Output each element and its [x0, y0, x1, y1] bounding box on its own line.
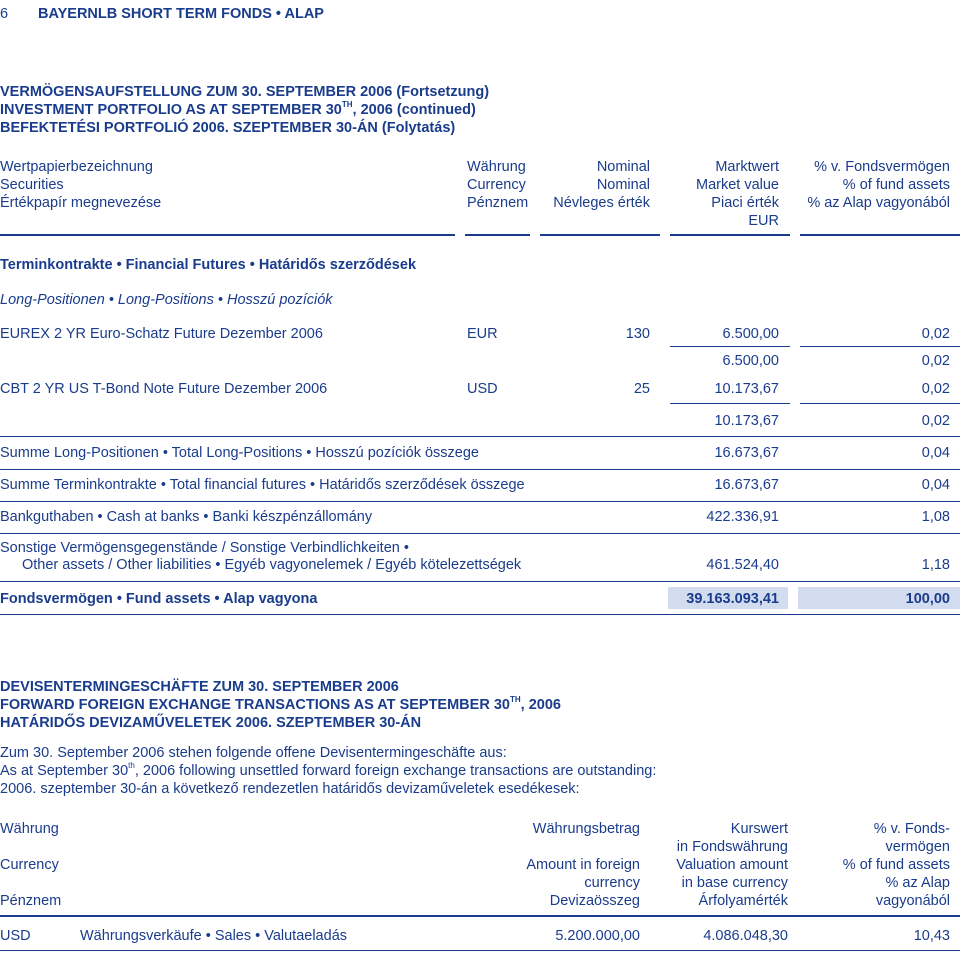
- eurex-pct: 0,02: [921, 326, 950, 342]
- intro-en: As at September 30th, 2006 following unsettled forward foreign exchange transactions are outstanding:: [0, 761, 657, 779]
- fx-col-pct-hu1: % az Alap: [885, 875, 950, 891]
- row-divider: [0, 469, 960, 470]
- page-header-title: BAYERNLB SHORT TERM FONDS • ALAP: [38, 6, 324, 22]
- col-security-hu: Értékpapír megnevezése: [0, 195, 162, 211]
- fx-col-amount-de: Währungsbetrag: [532, 821, 640, 837]
- row-divider: [0, 581, 960, 582]
- cbt-name: CBT 2 YR US T-Bond Note Future Dezember 2006: [0, 381, 328, 397]
- cbt-subtotal-market: 10.173,67: [714, 413, 779, 429]
- eurex-currency: EUR: [467, 326, 498, 342]
- row-divider: [0, 436, 960, 437]
- row-divider: [0, 614, 960, 615]
- fx-col-amount-hu: Devizaösszeg: [549, 893, 640, 909]
- fx-row-pct: 10,43: [913, 928, 950, 944]
- eurex-subtotal-market: 6.500,00: [722, 353, 779, 369]
- fund-name: Fondsvermögen • Fund assets • Alap vagyona: [0, 591, 318, 607]
- section1-heading-en: INVESTMENT PORTFOLIO AS AT SEPTEMBER 30TH, 2006 (continued): [0, 100, 476, 118]
- row-divider: [0, 533, 960, 534]
- subtotal-rule: [800, 403, 960, 404]
- section2-heading-hu: HATÁRIDŐS DEVIZAMŰVELETEK 2006. SZEPTEMBER 30-ÁN: [0, 715, 422, 731]
- sum-futures-name: Summe Terminkontrakte • Total financial futures • Határidős szerződések összege: [0, 477, 525, 493]
- intro-hu: 2006. szeptember 30-án a következő rendezetlen határidős devizaműveletek esedékesek:: [0, 781, 580, 797]
- fx-row-description: Währungsverkäufe • Sales • Valutaeladás: [80, 928, 348, 944]
- col-currency-de: Währung: [467, 159, 526, 175]
- fx-col-pct-en: % of fund assets: [842, 857, 950, 873]
- col-pct-hu: % az Alap vagyonából: [807, 195, 950, 211]
- futures-heading: Terminkontrakte • Financial Futures • Határidős szerződések: [0, 257, 417, 273]
- fx-col-currency-de: Währung: [0, 821, 59, 837]
- col-market-hu: Piaci érték: [711, 195, 779, 211]
- section1-heading-hu: BEFEKTETÉSI PORTFOLIÓ 2006. SZEPTEMBER 30-ÁN (Folytatás): [0, 120, 456, 136]
- fx-col-rate-en2: in base currency: [681, 875, 788, 891]
- col-pct-de: % v. Fondsvermögen: [814, 159, 950, 175]
- bank-name: Bankguthaben • Cash at banks • Banki készpénzállomány: [0, 509, 373, 525]
- col-pct-en: % of fund assets: [842, 177, 950, 193]
- cbt-currency: USD: [467, 381, 498, 397]
- fx-col-rate-hu: Árfolyamérték: [698, 893, 788, 909]
- section2-heading-de: DEVISENTERMINGESCHÄFTE ZUM 30. SEPTEMBER 2006: [0, 679, 399, 695]
- cbt-nominal: 25: [633, 381, 650, 397]
- eurex-nominal: 130: [625, 326, 650, 342]
- subtotal-rule: [800, 346, 960, 347]
- section1-heading-de: VERMÖGENSAUFSTELLUNG ZUM 30. SEPTEMBER 2006 (Fortsetzung): [0, 84, 490, 100]
- sum-long-pct: 0,04: [921, 445, 950, 461]
- col-nominal-de: Nominal: [596, 159, 650, 175]
- header-rule: [540, 234, 660, 236]
- cbt-subtotal-pct: 0,02: [921, 413, 950, 429]
- bank-pct: 1,08: [921, 509, 950, 525]
- bank-market: 422.336,91: [706, 509, 779, 525]
- fx-col-amount-en1: Amount in foreign: [526, 857, 640, 873]
- fx-col-currency-en: Currency: [0, 857, 59, 873]
- header-rule: [465, 234, 530, 236]
- header-rule: [0, 234, 455, 236]
- fx-col-amount-en2: currency: [584, 875, 640, 891]
- sum-futures-market: 16.673,67: [714, 477, 779, 493]
- fx-col-currency-hu: Pénznem: [0, 893, 62, 909]
- fx-row-rate: 4.086.048,30: [703, 928, 788, 944]
- eurex-subtotal-pct: 0,02: [921, 353, 950, 369]
- col-currency-hu: Pénznem: [467, 195, 529, 211]
- header-rule: [670, 234, 790, 236]
- fx-col-pct-de2: vermögen: [885, 839, 950, 855]
- fx-row-amount: 5.200.000,00: [555, 928, 640, 944]
- subtotal-rule: [670, 346, 790, 347]
- col-nominal-hu: Névleges érték: [553, 195, 650, 211]
- intro-de: Zum 30. September 2006 stehen folgende offene Devisentermingeschäfte aus:: [0, 745, 507, 761]
- col-security-en: Securities: [0, 177, 64, 193]
- col-market-de: Marktwert: [715, 159, 779, 175]
- fx-col-rate-en1: Valuation amount: [676, 857, 788, 873]
- eurex-market: 6.500,00: [722, 326, 779, 342]
- col-market-en: Market value: [695, 177, 779, 193]
- fx-col-rate-de2: in Fondswährung: [676, 839, 788, 855]
- section2-heading-en: FORWARD FOREIGN EXCHANGE TRANSACTIONS AS AT SEPTEMBER 30TH, 2006: [0, 695, 561, 713]
- long-positions-heading: Long-Positionen • Long-Positions • Hosszú pozíciók: [0, 292, 333, 308]
- header-rule: [800, 234, 960, 236]
- fx-col-rate-de1: Kurswert: [730, 821, 788, 837]
- col-security-de: Wertpapierbezeichnung: [0, 159, 153, 175]
- fund-pct: 100,00: [905, 591, 950, 607]
- cbt-market: 10.173,67: [714, 381, 779, 397]
- fund-market: 39.163.093,41: [686, 591, 779, 607]
- sum-futures-pct: 0,04: [921, 477, 950, 493]
- row-divider: [0, 501, 960, 502]
- eurex-name: EUREX 2 YR Euro-Schatz Future Dezember 2006: [0, 326, 323, 342]
- sum-long-market: 16.673,67: [714, 445, 779, 461]
- row-divider: [0, 950, 960, 951]
- other-pct: 1,18: [921, 557, 950, 573]
- page-number: 6: [0, 6, 9, 22]
- other-name-line1: Sonstige Vermögensgegenstände / Sonstige Verbindlichkeiten •: [0, 540, 409, 556]
- cbt-pct: 0,02: [921, 381, 950, 397]
- subtotal-rule: [670, 403, 790, 404]
- fx-col-pct-de1: % v. Fonds-: [873, 821, 950, 837]
- other-market: 461.524,40: [706, 557, 779, 573]
- sum-long-name: Summe Long-Positionen • Total Long-Positions • Hosszú pozíciók összege: [0, 445, 479, 461]
- col-market-unit: EUR: [748, 213, 779, 229]
- fx-header-rule: [0, 915, 960, 917]
- col-nominal-en: Nominal: [596, 177, 650, 193]
- other-name-line2: Other assets / Other liabilities • Egyéb vagyonelemek / Egyéb kötelezettségek: [22, 557, 522, 573]
- fx-row-currency: USD: [0, 928, 31, 944]
- fx-col-pct-hu2: vagyonából: [875, 893, 950, 909]
- col-currency-en: Currency: [467, 177, 526, 193]
